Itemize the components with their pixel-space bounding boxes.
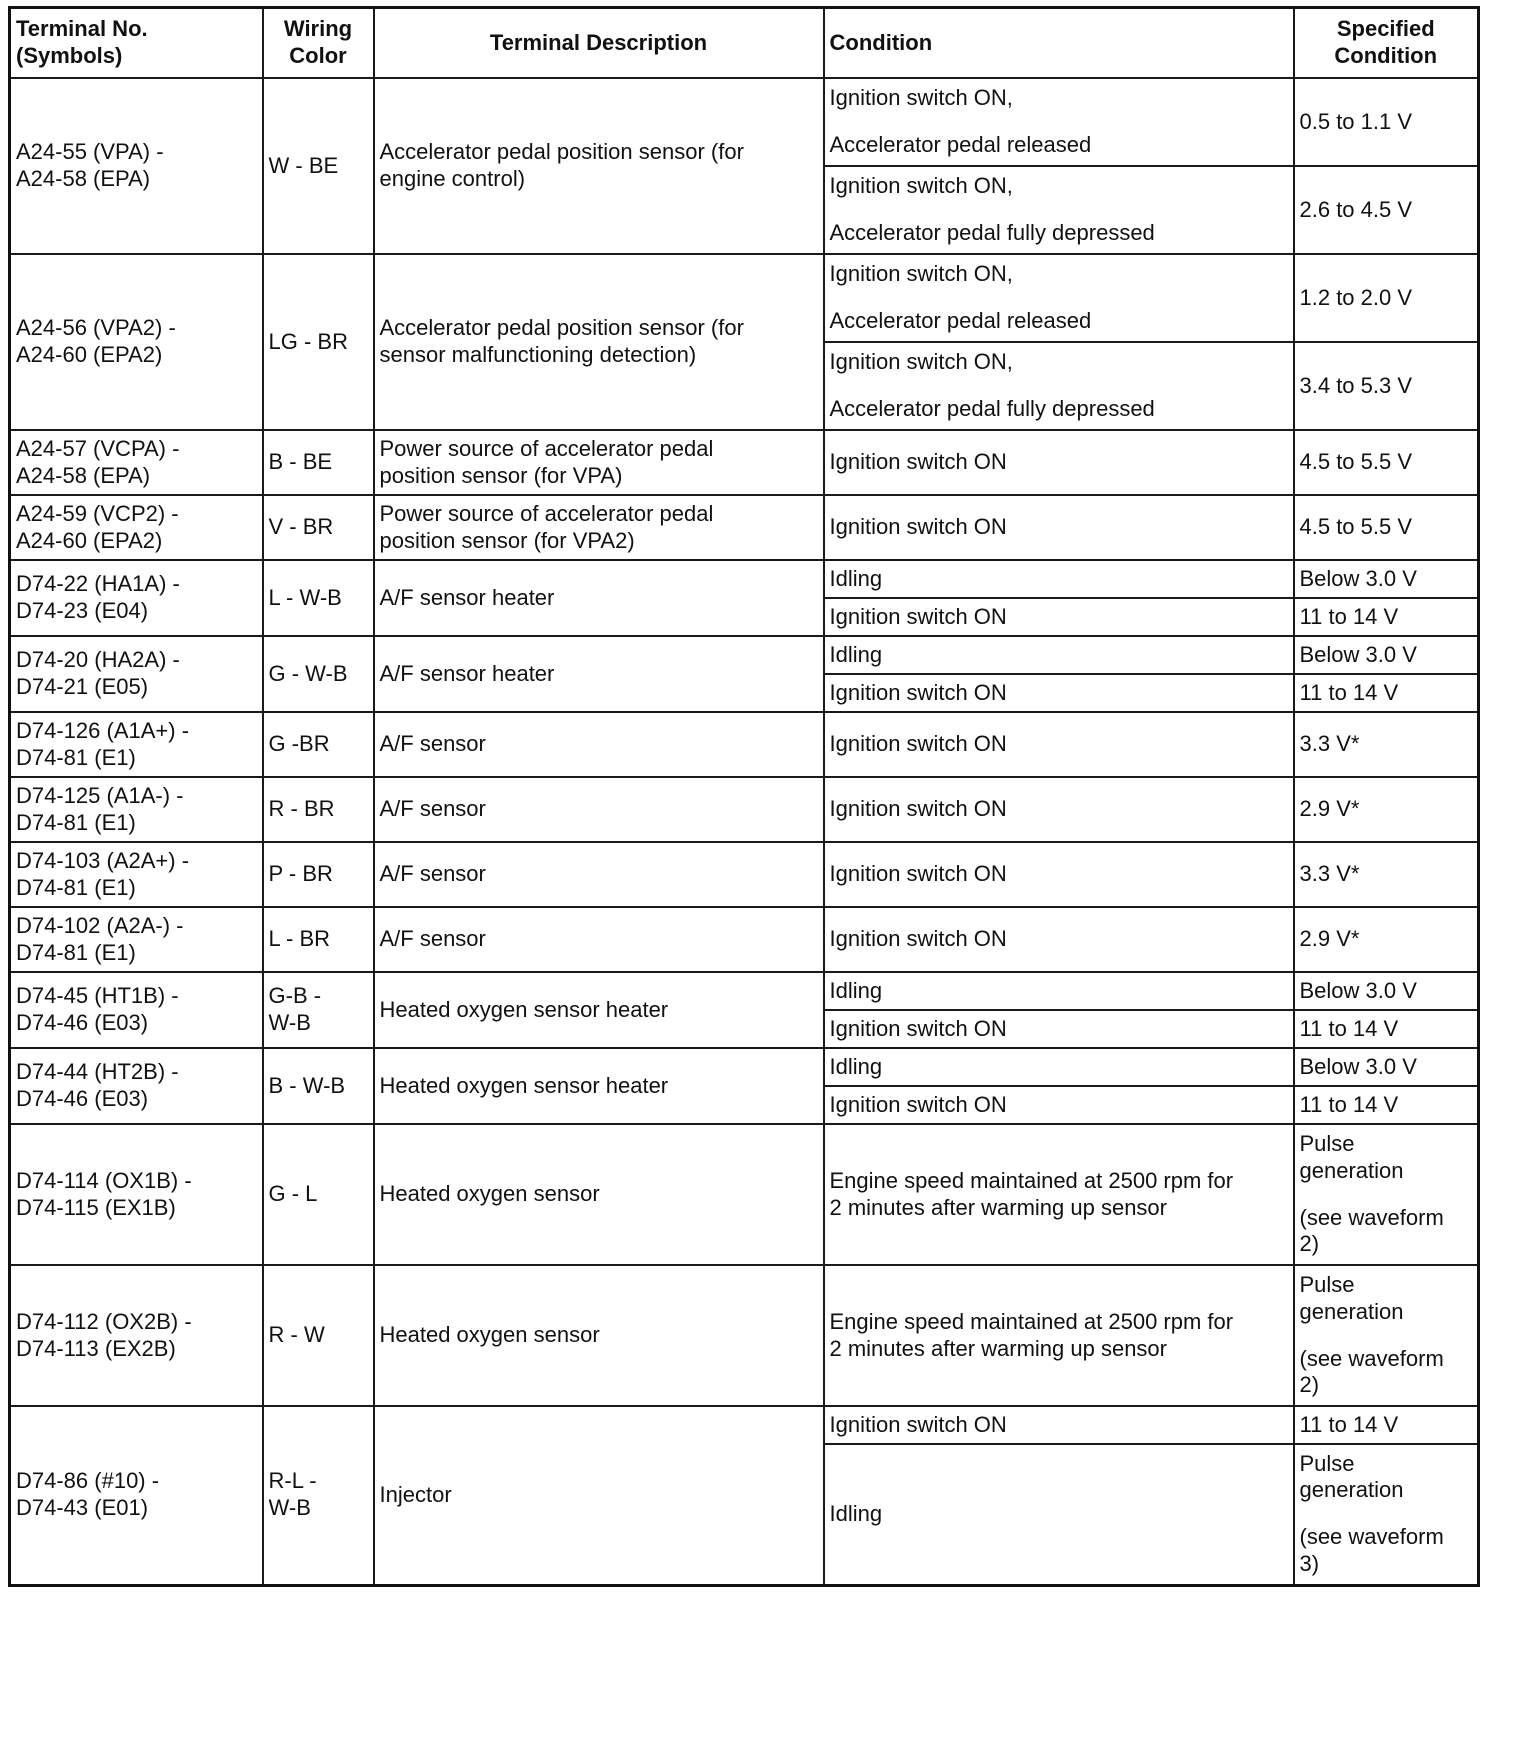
condition-line: Ignition switch ON: [829, 603, 1007, 629]
specified-condition-line: 3.4 to 5.3 V: [1299, 372, 1413, 398]
terminal-description-cell: [374, 636, 824, 712]
wiring-color-cell: [263, 1124, 374, 1265]
condition-cell: [824, 712, 1294, 777]
specified-condition-cell: [1294, 495, 1479, 560]
table-row: [10, 1265, 1479, 1406]
terminal-description-line: A/F sensor: [379, 796, 486, 822]
specified-condition-cell: [1294, 712, 1479, 777]
wiring-color-cell: [263, 1406, 374, 1585]
terminal-description-line: Heated oxygen sensor heater: [379, 1072, 669, 1098]
condition-cell: [824, 1124, 1294, 1265]
wiring-color-cell: [263, 636, 374, 712]
wiring-color-line: P - BR: [268, 861, 333, 887]
condition-spacer: [830, 376, 1288, 396]
terminal-no-line: D74-103 (A2A+) -: [16, 847, 190, 873]
terminal-description-line: A/F sensor heater: [379, 660, 555, 686]
wiring-color-line: W-B: [268, 1495, 311, 1521]
specified-condition-line: 4.5 to 5.5 V: [1299, 514, 1413, 540]
terminal-description-line: Power source of accelerator pedal: [379, 435, 714, 461]
terminal-no-cell: [10, 560, 263, 636]
terminal-description-line: A/F sensor heater: [379, 584, 555, 610]
terminal-description-line: Heated oxygen sensor: [379, 1181, 600, 1207]
specified-condition-line: 11 to 14 V: [1299, 679, 1399, 705]
header-wiring-line-1: Wiring: [283, 16, 353, 42]
wiring-color-cell: [263, 254, 374, 430]
specified-condition-line: 11 to 14 V: [1299, 1411, 1399, 1437]
specified-condition-cell: [1294, 1124, 1479, 1265]
terminal-description-line: sensor malfunctioning detection): [379, 342, 697, 367]
header-terminal-description: Terminal Description: [374, 8, 824, 79]
terminal-no-cell: [10, 495, 263, 560]
specified-condition-cell: [1294, 1010, 1479, 1048]
table-row: [10, 907, 1479, 972]
terminal-no-line: A24-60 (EPA2): [16, 527, 163, 553]
terminal-description-line: Heated oxygen sensor heater: [379, 996, 669, 1022]
terminal-no-line: D74-125 (A1A-) -: [16, 782, 184, 808]
condition-line: Ignition switch ON,: [829, 173, 1013, 199]
specified-condition-line: generation: [1299, 1477, 1404, 1503]
wiring-color-line: L - BR: [268, 926, 331, 952]
condition-line: Accelerator pedal released: [829, 132, 1092, 157]
terminal-no-line: D74-86 (#10) -: [16, 1468, 160, 1494]
specified-condition-line: 11 to 14 V: [1299, 1091, 1399, 1117]
table-row: [10, 972, 1479, 1010]
terminal-no-cell: [10, 78, 263, 254]
specified-condition-cell: [1294, 1086, 1479, 1124]
specified-condition-line: 2.9 V*: [1299, 926, 1360, 952]
condition-line: Idling: [829, 1500, 883, 1526]
specified-condition-line: 2): [1299, 1231, 1320, 1257]
condition-line: Ignition switch ON: [829, 1411, 1007, 1437]
condition-cell: [824, 636, 1294, 674]
terminal-no-line: D74-81 (E1): [16, 874, 136, 900]
terminal-description-cell: [374, 78, 824, 254]
wiring-color-line: G -BR: [268, 731, 330, 757]
condition-cell: [824, 1010, 1294, 1048]
condition-line: 2 minutes after warming up sensor: [829, 1194, 1167, 1220]
condition-cell: [824, 78, 1294, 166]
header-row: [10, 8, 1479, 79]
condition-cell: [824, 1406, 1294, 1444]
terminal-description-line: A/F sensor: [379, 926, 486, 952]
condition-cell: [824, 430, 1294, 495]
specified-condition-line: 3): [1299, 1551, 1320, 1577]
specified-condition-line: Pulse: [1299, 1450, 1355, 1476]
wiring-color-cell: [263, 430, 374, 495]
condition-line: Ignition switch ON: [829, 926, 1007, 952]
wiring-color-cell: [263, 842, 374, 907]
table-row: [10, 254, 1479, 342]
terminal-no-line: A24-58 (EPA): [16, 462, 151, 488]
terminal-description-cell: [374, 495, 824, 560]
terminal-description-cell: [374, 560, 824, 636]
terminal-no-line: D74-20 (HA2A) -: [16, 647, 180, 673]
condition-cell: [824, 342, 1294, 430]
terminal-no-line: D74-126 (A1A+) -: [16, 717, 190, 743]
table-row: [10, 636, 1479, 674]
terminal-no-line: D74-45 (HT1B) -: [16, 983, 179, 1009]
condition-cell: [824, 166, 1294, 254]
condition-cell: [824, 1048, 1294, 1086]
table-row: [10, 1048, 1479, 1086]
header-terminal-no: [10, 8, 263, 79]
table-row: [10, 495, 1479, 560]
terminal-no-line: D74-22 (HA1A) -: [16, 571, 180, 597]
wiring-color-line: G-B -: [268, 983, 322, 1009]
table-row: [10, 560, 1479, 598]
condition-cell: [824, 972, 1294, 1010]
specified-condition-cell: [1294, 254, 1479, 342]
specified-condition-line: 4.5 to 5.5 V: [1299, 449, 1413, 475]
specified-condition-cell: [1294, 907, 1479, 972]
condition-cell: [824, 777, 1294, 842]
terminal-no-line: A24-58 (EPA): [16, 166, 151, 191]
header-terminal-line-2: (Symbols): [16, 43, 123, 68]
terminal-description-line: Accelerator pedal position sensor (for: [379, 139, 744, 165]
specified-condition-line: 2.6 to 4.5 V: [1299, 196, 1413, 222]
specified-condition-line: 2): [1299, 1372, 1320, 1398]
condition-line: Accelerator pedal fully depressed: [829, 220, 1155, 245]
terminal-no-line: A24-55 (VPA) -: [16, 139, 164, 165]
condition-spacer: [830, 288, 1288, 308]
terminal-description-line: position sensor (for VPA2): [379, 527, 635, 553]
header-condition: Condition: [824, 8, 1294, 79]
condition-line: Ignition switch ON: [829, 731, 1007, 757]
condition-cell: [824, 254, 1294, 342]
wiring-color-line: R - W: [268, 1322, 325, 1348]
header-specified-line-1: Specified: [1336, 16, 1435, 42]
condition-line: Idling: [829, 565, 883, 591]
condition-cell: [824, 842, 1294, 907]
condition-cell: [824, 674, 1294, 712]
specified-condition-line: (see waveform: [1299, 1204, 1444, 1230]
terminal-no-line: A24-56 (VPA2) -: [16, 315, 176, 341]
condition-cell: [824, 907, 1294, 972]
header-wiring-color: [263, 8, 374, 79]
table-row: [10, 78, 1479, 166]
specified-condition-cell: [1294, 1048, 1479, 1086]
terminal-no-line: D74-115 (EX1B): [16, 1194, 176, 1220]
specified-condition-cell: [1294, 78, 1479, 166]
specified-condition-spacer: [1300, 1185, 1473, 1205]
terminal-inspection-table-container: [8, 6, 1480, 1587]
condition-spacer: [830, 200, 1288, 220]
terminal-inspection-table: [8, 6, 1480, 1587]
specified-condition-cell: [1294, 1265, 1479, 1406]
terminal-description-cell: [374, 777, 824, 842]
specified-condition-line: 11 to 14 V: [1299, 603, 1399, 629]
condition-line: Ignition switch ON: [829, 861, 1007, 887]
specified-condition-line: Below 3.0 V: [1299, 977, 1417, 1003]
terminal-description-line: position sensor (for VPA): [379, 462, 623, 488]
wiring-color-cell: [263, 495, 374, 560]
specified-condition-line: 0.5 to 1.1 V: [1299, 108, 1413, 134]
terminal-no-line: D74-46 (E03): [16, 1086, 149, 1111]
terminal-no-cell: [10, 972, 263, 1048]
terminal-no-line: D74-21 (E05): [16, 674, 149, 699]
condition-cell: [824, 495, 1294, 560]
specified-condition-spacer: [1300, 1326, 1473, 1346]
condition-line: Ignition switch ON: [829, 679, 1007, 705]
condition-line: Ignition switch ON: [829, 514, 1007, 540]
terminal-no-line: D74-102 (A2A-) -: [16, 912, 184, 938]
specified-condition-line: (see waveform: [1299, 1345, 1444, 1371]
specified-condition-cell: [1294, 1444, 1479, 1585]
specified-condition-cell: [1294, 342, 1479, 430]
specified-condition-cell: [1294, 560, 1479, 598]
table-row: [10, 430, 1479, 495]
terminal-no-cell: [10, 636, 263, 712]
specified-condition-cell: [1294, 636, 1479, 674]
table-row: [10, 712, 1479, 777]
terminal-no-cell: [10, 1406, 263, 1585]
terminal-description-cell: [374, 842, 824, 907]
table-row: [10, 842, 1479, 907]
terminal-no-line: A24-60 (EPA2): [16, 342, 163, 367]
wiring-color-cell: [263, 78, 374, 254]
wiring-color-line: L - W-B: [268, 584, 342, 610]
specified-condition-cell: [1294, 674, 1479, 712]
wiring-color-line: W-B: [268, 1010, 311, 1035]
specified-condition-line: Below 3.0 V: [1299, 641, 1417, 667]
condition-line: Accelerator pedal released: [829, 308, 1092, 333]
terminal-description-line: Heated oxygen sensor: [379, 1322, 600, 1348]
wiring-color-line: LG - BR: [268, 328, 348, 354]
specified-condition-cell: [1294, 972, 1479, 1010]
terminal-description-line: Accelerator pedal position sensor (for: [379, 315, 744, 341]
condition-line: Accelerator pedal fully depressed: [829, 396, 1155, 421]
condition-line: Ignition switch ON,: [829, 349, 1013, 375]
terminal-no-cell: [10, 1048, 263, 1124]
wiring-color-line: G - L: [268, 1181, 318, 1207]
wiring-color-line: G - W-B: [268, 660, 348, 686]
condition-line: Idling: [829, 1053, 883, 1079]
wiring-color-line: W - BE: [268, 152, 339, 178]
terminal-no-cell: [10, 842, 263, 907]
table-row: [10, 1124, 1479, 1265]
condition-line: Ignition switch ON,: [829, 261, 1013, 287]
terminal-no-line: D74-112 (OX2B) -: [16, 1308, 192, 1334]
wiring-color-cell: [263, 1048, 374, 1124]
header-terminal-line-1: Terminal No.: [16, 16, 148, 42]
specified-condition-spacer: [1300, 1504, 1473, 1524]
terminal-description-cell: [374, 1265, 824, 1406]
table-body: [10, 78, 1479, 1585]
terminal-no-line: D74-23 (E04): [16, 598, 149, 623]
terminal-description-cell: [374, 254, 824, 430]
condition-cell: [824, 598, 1294, 636]
header-specified-condition: [1294, 8, 1479, 79]
condition-line: Ignition switch ON: [829, 449, 1007, 475]
wiring-color-cell: [263, 777, 374, 842]
condition-line: Engine speed maintained at 2500 rpm for: [829, 1308, 1234, 1334]
specified-condition-cell: [1294, 166, 1479, 254]
condition-line: Ignition switch ON: [829, 796, 1007, 822]
terminal-no-line: D74-44 (HT2B) -: [16, 1059, 179, 1085]
condition-line: Ignition switch ON: [829, 1091, 1007, 1117]
specified-condition-cell: [1294, 842, 1479, 907]
specified-condition-cell: [1294, 1406, 1479, 1444]
condition-line: Idling: [829, 641, 883, 667]
terminal-no-line: D74-81 (E1): [16, 744, 136, 770]
terminal-description-cell: [374, 430, 824, 495]
terminal-no-line: D74-113 (EX2B): [16, 1335, 176, 1361]
terminal-no-line: A24-59 (VCP2) -: [16, 500, 179, 526]
specified-condition-cell: [1294, 777, 1479, 842]
specified-condition-line: 1.2 to 2.0 V: [1299, 284, 1413, 310]
terminal-description-line: Injector: [379, 1481, 452, 1507]
wiring-color-cell: [263, 712, 374, 777]
terminal-description-line: Power source of accelerator pedal: [379, 500, 714, 526]
wiring-color-cell: [263, 907, 374, 972]
condition-spacer: [830, 112, 1288, 132]
terminal-description-cell: [374, 712, 824, 777]
specified-condition-line: Below 3.0 V: [1299, 565, 1417, 591]
specified-condition-line: (see waveform: [1299, 1524, 1444, 1550]
terminal-description-cell: [374, 1124, 824, 1265]
wiring-color-cell: [263, 1265, 374, 1406]
header-specified-line-2: Condition: [1334, 43, 1438, 68]
terminal-no-cell: [10, 712, 263, 777]
specified-condition-line: 3.3 V*: [1299, 861, 1360, 887]
wiring-color-line: B - BE: [268, 449, 333, 475]
terminal-description-cell: [374, 1048, 824, 1124]
condition-line: Engine speed maintained at 2500 rpm for: [829, 1167, 1234, 1193]
condition-line: Ignition switch ON,: [829, 85, 1013, 111]
terminal-description-cell: [374, 907, 824, 972]
terminal-description-cell: [374, 972, 824, 1048]
specified-condition-line: Below 3.0 V: [1299, 1053, 1417, 1079]
condition-line: Ignition switch ON: [829, 1015, 1007, 1041]
terminal-no-line: D74-46 (E03): [16, 1010, 149, 1035]
condition-cell: [824, 560, 1294, 598]
specified-condition-line: Pulse: [1299, 1130, 1355, 1156]
terminal-no-cell: [10, 1124, 263, 1265]
terminal-no-line: D74-81 (E1): [16, 809, 136, 835]
specified-condition-line: Pulse: [1299, 1271, 1355, 1297]
specified-condition-line: generation: [1299, 1298, 1404, 1324]
terminal-no-line: D74-114 (OX1B) -: [16, 1167, 192, 1193]
terminal-description-line: engine control): [379, 166, 526, 191]
condition-cell: [824, 1086, 1294, 1124]
wiring-color-line: R - BR: [268, 796, 335, 822]
condition-line: Idling: [829, 977, 883, 1003]
wiring-color-line: R-L -: [268, 1468, 317, 1494]
wiring-color-cell: [263, 560, 374, 636]
terminal-no-line: D74-43 (E01): [16, 1495, 149, 1521]
terminal-description-line: A/F sensor: [379, 861, 486, 887]
terminal-no-line: A24-57 (VCPA) -: [16, 435, 180, 461]
terminal-no-line: D74-81 (E1): [16, 939, 136, 965]
header-wiring-line-2: Color: [289, 43, 347, 68]
wiring-color-cell: [263, 972, 374, 1048]
specified-condition-line: generation: [1299, 1157, 1404, 1183]
wiring-color-line: V - BR: [268, 514, 334, 540]
terminal-description-cell: [374, 1406, 824, 1585]
condition-cell: [824, 1444, 1294, 1585]
specified-condition-cell: [1294, 430, 1479, 495]
specified-condition-line: 3.3 V*: [1299, 731, 1360, 757]
specified-condition-cell: [1294, 598, 1479, 636]
condition-line: 2 minutes after warming up sensor: [829, 1335, 1167, 1361]
terminal-no-cell: [10, 777, 263, 842]
terminal-description-line: A/F sensor: [379, 731, 486, 757]
table-row: [10, 777, 1479, 842]
terminal-no-cell: [10, 1265, 263, 1406]
terminal-no-cell: [10, 907, 263, 972]
wiring-color-line: B - W-B: [268, 1072, 346, 1098]
table-row: [10, 1406, 1479, 1444]
terminal-no-cell: [10, 430, 263, 495]
specified-condition-line: 2.9 V*: [1299, 796, 1360, 822]
condition-cell: [824, 1265, 1294, 1406]
terminal-no-cell: [10, 254, 263, 430]
specified-condition-line: 11 to 14 V: [1299, 1015, 1399, 1041]
